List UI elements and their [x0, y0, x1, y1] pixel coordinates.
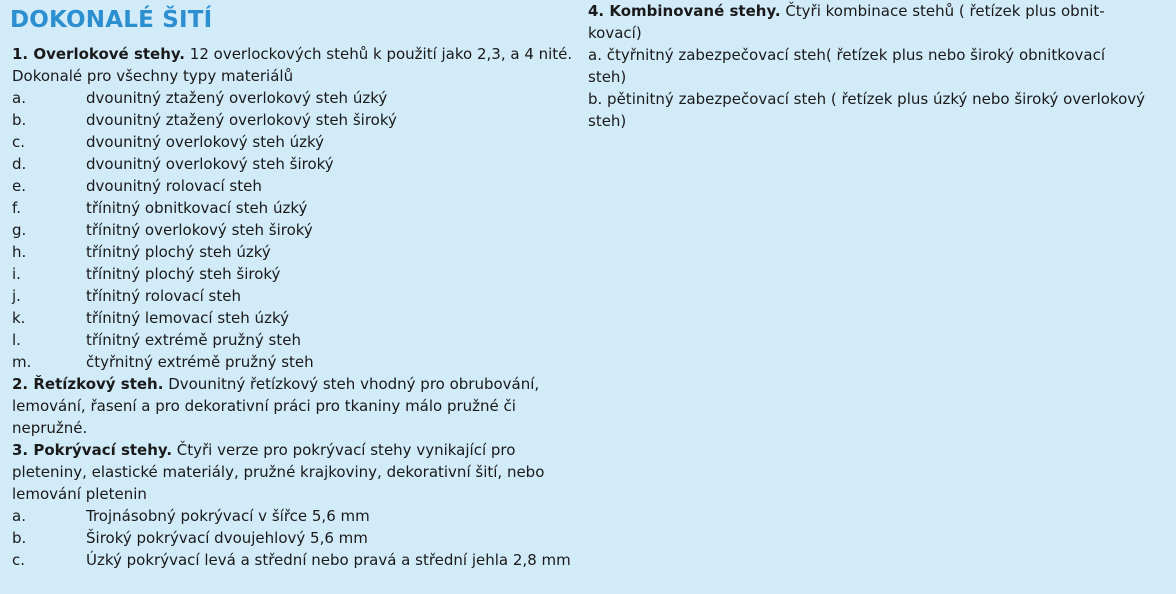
list-item-text: dvounitný ztažený overlokový steh široký — [86, 111, 397, 129]
list-item-text: dvounitný ztažený overlokový steh úzký — [86, 89, 388, 107]
list-item — [12, 285, 592, 307]
list-item-key: b. — [12, 529, 27, 547]
list-item-key: c. — [12, 551, 26, 569]
list-item — [12, 109, 592, 131]
list-item — [12, 219, 592, 241]
list-item — [12, 241, 592, 263]
list-item-key: l. — [12, 331, 21, 349]
list-item — [12, 175, 592, 197]
list-item — [12, 263, 592, 285]
section-2-heading: 2. Řetízkový steh. — [12, 375, 164, 393]
list-item-text: Úzký pokrývací levá a střední nebo pravá a střední jehla 2,8 mm — [86, 551, 571, 569]
list-item-key: j. — [12, 287, 21, 305]
list-item — [12, 131, 592, 153]
section-1-text: 12 overlockových stehů k použití jako 2,3, a 4 nité. — [185, 45, 573, 63]
list-item-text: třínitný rolovací steh — [86, 287, 241, 305]
list-item — [12, 527, 592, 549]
list-item-text: dvounitný overlokový steh široký — [86, 155, 334, 173]
list-item — [12, 197, 592, 219]
list-item — [12, 549, 592, 571]
list-item-text: třínitný lemovací steh úzký — [86, 309, 289, 327]
list-item — [12, 87, 592, 109]
list-item — [12, 351, 592, 373]
list-item-key: i. — [12, 265, 21, 283]
list-item-key: k. — [12, 309, 26, 327]
list-item — [12, 329, 592, 351]
list-item-key: g. — [12, 221, 27, 239]
page-title: DOKONALÉ ŠITÍ — [10, 7, 213, 33]
list-item-text: dvounitný rolovací steh — [86, 177, 262, 195]
list-item-key: m. — [12, 353, 32, 371]
section-2-paragraph — [12, 373, 592, 439]
section-3-text: Čtyři verze pro pokrývací stehy vynikající pro pleteniny, elastické materiály, pružné krajkoviny, dekorativní šití, nebo lemování pletenin — [12, 441, 545, 503]
section-3-heading: 3. Pokrývací stehy. — [12, 441, 173, 459]
list-item-text: třínitný extrémě pružný steh — [86, 331, 301, 349]
list-item-text: Široký pokrývací dvoujehlový 5,6 mm — [86, 529, 368, 547]
list-item-text: čtyřnitný extrémě pružný steh — [86, 353, 314, 371]
section-2-text: Dvounitný řetízkový steh vhodný pro obrubování, lemování, řasení a pro dekorativní práci pro tkaniny málo pružné či nepružné. — [12, 375, 540, 437]
list-item-text: třínitný plochý steh úzký — [86, 243, 271, 261]
section-4-item-b: b. pětinitný zabezpečovací steh ( řetízek plus úzký nebo široký overlokový steh) — [588, 90, 1145, 130]
section-1-heading: 1. Overlokové stehy. — [12, 45, 186, 63]
list-item — [12, 505, 592, 527]
section-4-heading: 4. Kombinované stehy. — [588, 2, 781, 20]
list-item-key: c. — [12, 133, 26, 151]
section-4-text: Čtyři kombinace stehů ( řetízek plus obnit-kovací) — [588, 2, 1105, 42]
section-1-subtitle: Dokonalé pro všechny typy materiálů — [12, 67, 294, 85]
list-item-key: f. — [12, 199, 21, 217]
section-3-paragraph — [12, 439, 592, 505]
list-item-key: d. — [12, 155, 27, 173]
list-item-key: e. — [12, 177, 26, 195]
list-item — [12, 307, 592, 329]
list-item-key: b. — [12, 111, 27, 129]
section-1-paragraph — [12, 43, 577, 65]
list-item-key: a. — [12, 89, 26, 107]
list-item-key: h. — [12, 243, 27, 261]
section-4-item-a: a. čtyřnitný zabezpečovací steh( řetízek plus nebo široký obnitkovací steh) — [588, 46, 1106, 86]
left-column — [12, 0, 592, 571]
list-item — [12, 153, 592, 175]
list-item-text: dvounitný overlokový steh úzký — [86, 133, 325, 151]
list-item-text: Trojnásobný pokrývací v šířce 5,6 mm — [86, 507, 370, 525]
right-column — [588, 0, 1168, 132]
list-item-text: třínitný plochý steh široký — [86, 265, 281, 283]
section-3-list — [12, 505, 592, 571]
list-item-key: a. — [12, 507, 26, 525]
section-4-paragraph — [588, 0, 1148, 44]
list-item-text: třínitný overlokový steh široký — [86, 221, 313, 239]
section-1-list — [12, 87, 592, 373]
list-item-text: třínitný obnitkovací steh úzký — [86, 199, 308, 217]
